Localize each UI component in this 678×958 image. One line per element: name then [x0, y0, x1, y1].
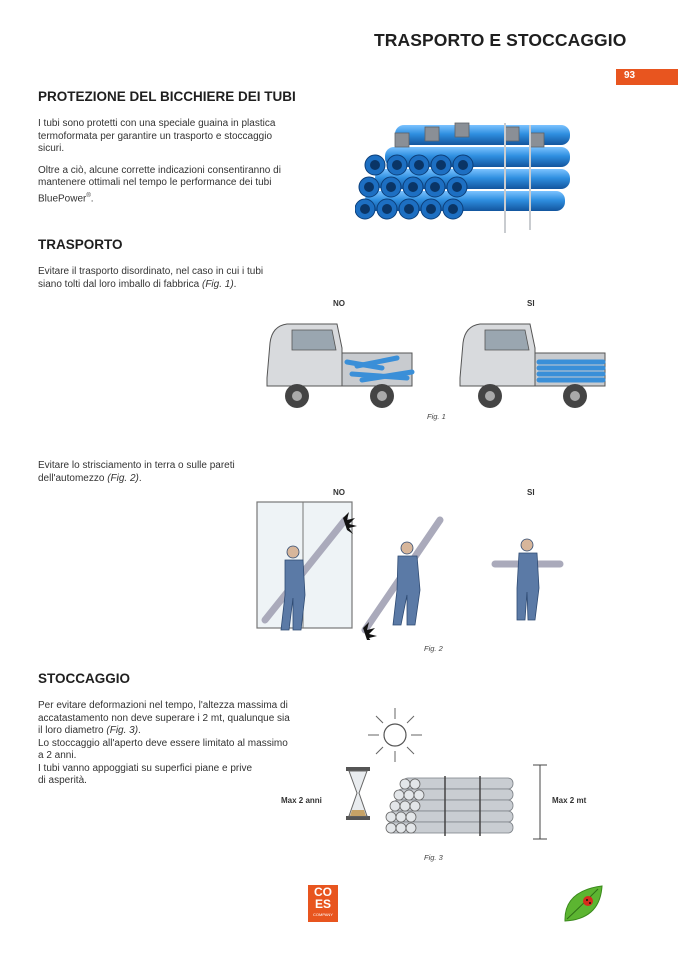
leaf-ladybug-icon [562, 883, 604, 925]
text-line: accatastamento non deve superare i 2 mt, qualunque sia [38, 712, 290, 724]
max-years-label: Max 2 anni [281, 796, 322, 805]
registered-mark: ® [86, 192, 91, 199]
text-line: Per evitare deformazioni nel tempo, l'altezza massima di [38, 700, 288, 711]
worker-si [517, 539, 539, 620]
stoccaggio-text [38, 700, 328, 788]
text-line: siano tolti dal loro imballo di fabbrica [38, 278, 200, 290]
handling-workers-illustration [255, 500, 575, 640]
text-line: Evitare lo strisciamento in terra o sulle pareti [38, 460, 235, 471]
figure-reference: (Fig. 3) [106, 725, 139, 736]
punctuation: . [233, 278, 237, 290]
truck-no-illustration [262, 318, 422, 413]
max-height-label: Max 2 mt [552, 796, 587, 805]
trasporto-text-1 [38, 266, 318, 291]
figure-reference: (Fig. 2) [107, 472, 139, 484]
stacked-pipes-illustration [385, 770, 520, 840]
hourglass-icon [345, 766, 371, 821]
text-line: sicuri. [38, 143, 65, 154]
punctuation: . [90, 192, 94, 204]
punctuation: . [138, 472, 142, 484]
text-line: Lo stoccaggio all'aperto deve essere limitato al massimo [38, 737, 288, 749]
text-line: I tubi sono protetti con una speciale guaina in plastica [38, 118, 276, 129]
logo-text-top: CO [314, 885, 332, 899]
company-logo [308, 885, 338, 922]
page-number-tab [616, 69, 678, 85]
page-title: TRASPORTO E STOCCAGGIO [374, 30, 627, 50]
page-number: 93 [624, 70, 636, 81]
text-line: Oltre a ciò, alcune corrette indicazioni consentiranno di [38, 164, 281, 176]
text-line: termoformata per garantire un trasporto e stoccaggio [38, 130, 273, 142]
text-line: I tubi vanno appoggiati su superfici piane e prive [38, 762, 253, 774]
sun-icon [365, 705, 425, 765]
protezione-text [38, 118, 328, 205]
figure-caption-3: Fig. 3 [424, 853, 443, 862]
section-heading-protezione: PROTEZIONE DEL BICCHIERE DEI TUBI [38, 89, 296, 104]
logo-sub: COMPANY [313, 912, 333, 917]
label-no: NO [333, 488, 345, 497]
figure-caption-2: Fig. 2 [424, 644, 443, 653]
brand-name: BluePower [38, 192, 87, 204]
text-line: mantenere ottimali nel tempo le performance dei tubi [38, 177, 272, 188]
punctuation: . [138, 725, 141, 736]
section-heading-stoccaggio: STOCCAGGIO [38, 671, 131, 686]
logo-text-bottom: ES [314, 897, 331, 911]
label-si: SI [527, 299, 535, 308]
text-line: di asperità. [38, 775, 87, 786]
text-line: il loro diametro [38, 725, 104, 736]
section-heading-trasporto: TRASPORTO [38, 237, 123, 252]
trasporto-text-2 [38, 460, 318, 485]
figure-reference: (Fig. 1) [201, 278, 234, 290]
label-no: NO [333, 299, 345, 308]
text-line: Evitare il trasporto disordinato, nel caso in cui i tubi [38, 266, 264, 277]
height-dimension-line [530, 764, 550, 840]
truck-si-illustration [455, 318, 615, 413]
text-line: dell'automezzo [38, 472, 105, 484]
figure-caption-1: Fig. 1 [427, 412, 446, 421]
label-si: SI [527, 488, 535, 497]
text-line: a 2 anni. [38, 750, 77, 761]
pipe-bundle-illustration [355, 105, 580, 245]
